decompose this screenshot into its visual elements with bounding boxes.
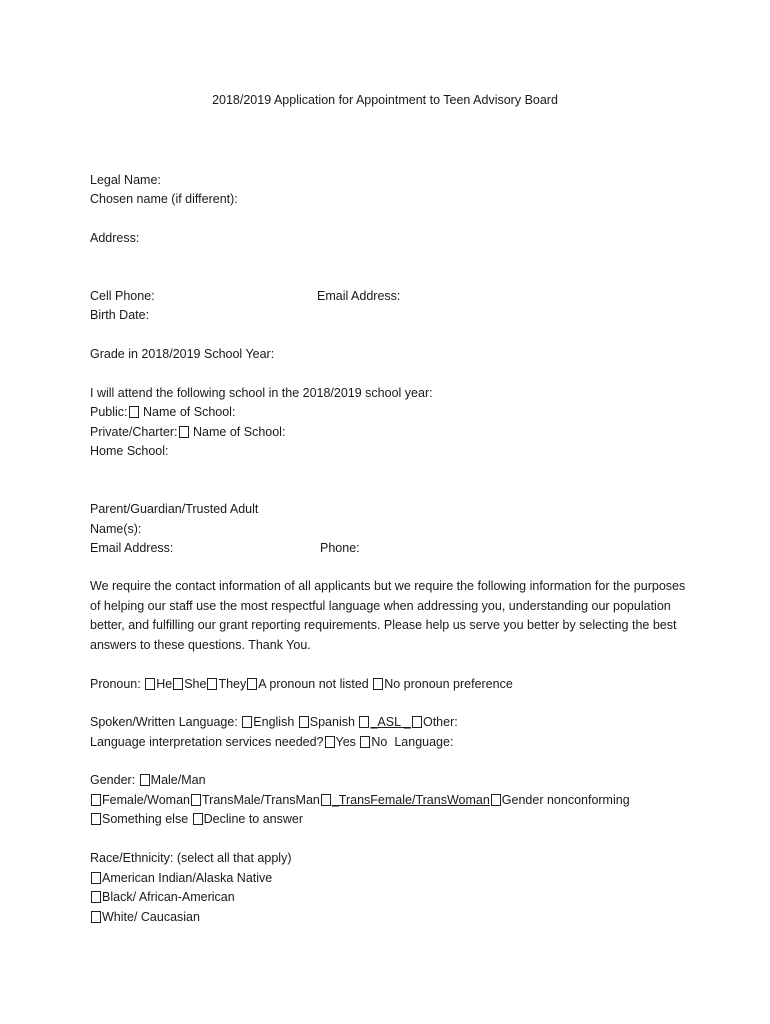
private-label: Private/Charter: — [90, 425, 178, 439]
birth-date-label: Birth Date: — [90, 308, 150, 322]
asl-checkbox[interactable] — [359, 716, 369, 728]
public-school-row — [90, 404, 235, 420]
legal-name-label: Legal Name: — [90, 173, 161, 187]
public-checkbox[interactable] — [129, 406, 139, 418]
race-option-row — [90, 870, 272, 886]
info-paragraph: We require the contact information of all applicants but we require the following information for the purposes of helping our staff use the most respectful language when addressing you, understanding our population better, and fulfilling our grant reporting requirements. Please help us serve you better by selecting the best answers to these questions. Thank You. — [90, 579, 686, 652]
race-white-label: White/ Caucasian — [102, 910, 200, 924]
interpretation-label: Language interpretation services needed? — [90, 735, 324, 749]
race-american-indian-label: American Indian/Alaska Native — [102, 871, 273, 885]
public-label: Public: — [90, 405, 128, 419]
pronoun-not-listed-checkbox[interactable] — [247, 678, 257, 690]
pronoun-she-checkbox[interactable] — [173, 678, 183, 690]
pronoun-he-label: He — [156, 677, 173, 691]
address-label: Address: — [90, 231, 140, 245]
private-checkbox[interactable] — [179, 426, 189, 438]
pronoun-she-label: She — [184, 677, 207, 691]
spanish-label: Spanish — [309, 715, 355, 729]
pronoun-not-listed-label: A pronoun not listed — [258, 677, 369, 691]
email-address-label: Email Address: — [317, 289, 401, 303]
race-black-checkbox[interactable] — [91, 891, 101, 903]
gender-female-checkbox[interactable] — [91, 794, 101, 806]
gender-decline-label: Decline to answer — [203, 812, 304, 826]
race-white-checkbox[interactable] — [91, 911, 101, 923]
gender-something-else-checkbox[interactable] — [91, 813, 101, 825]
english-checkbox[interactable] — [242, 716, 252, 728]
gender-male-checkbox[interactable] — [140, 774, 150, 786]
chosen-name-label: Chosen name (if different): — [90, 192, 238, 206]
guardian-names-label: Name(s): — [90, 522, 142, 536]
language-row — [90, 714, 458, 730]
cell-phone-label: Cell Phone: — [90, 289, 155, 303]
interpretation-yes-checkbox[interactable] — [325, 736, 335, 748]
private-school-row — [90, 424, 285, 440]
race-option-row — [90, 889, 235, 905]
interpretation-language-label: Language: — [394, 735, 454, 749]
gender-label: Gender: — [90, 773, 136, 787]
gender-row-3 — [90, 811, 303, 827]
race-option-row — [90, 909, 200, 925]
gender-female-label: Female/Woman — [102, 793, 190, 807]
gender-nonconforming-label: Gender nonconforming — [501, 793, 630, 807]
interpretation-row — [90, 734, 453, 750]
spanish-checkbox[interactable] — [299, 716, 309, 728]
gender-row-2 — [90, 792, 630, 808]
public-school-name-label: Name of School: — [143, 405, 236, 419]
race-label: Race/Ethnicity: (select all that apply) — [90, 851, 292, 865]
english-label: English — [253, 715, 295, 729]
interpretation-no-checkbox[interactable] — [360, 736, 370, 748]
gender-transmale-checkbox[interactable] — [191, 794, 201, 806]
race-american-indian-checkbox[interactable] — [91, 872, 101, 884]
home-school-label: Home School: — [90, 444, 169, 458]
private-school-name-label: Name of School: — [193, 425, 286, 439]
gender-transfemale-label: _TransFemale/TransWoman — [331, 793, 490, 807]
gender-decline-checkbox[interactable] — [193, 813, 203, 825]
document-title: 2018/2019 Application for Appointment to Teen Advisory Board — [212, 93, 558, 107]
no-pronoun-preference-checkbox[interactable] — [373, 678, 383, 690]
pronoun-they-label: They — [218, 677, 247, 691]
no-pronoun-preference-label: No pronoun preference — [384, 677, 513, 691]
gender-something-else-label: Something else — [102, 812, 189, 826]
guardian-email-label: Email Address: — [90, 541, 174, 555]
pronoun-row — [90, 676, 513, 692]
interpretation-no-label: No — [371, 735, 388, 749]
pronoun-he-checkbox[interactable] — [145, 678, 155, 690]
interpretation-yes-label: Yes — [335, 735, 356, 749]
guardian-title: Parent/Guardian/Trusted Adult — [90, 502, 259, 516]
pronoun-they-checkbox[interactable] — [207, 678, 217, 690]
gender-transmale-label: TransMale/TransMan — [202, 793, 320, 807]
gender-male-label: Male/Man — [150, 773, 206, 787]
asl-label: _ASL _ — [370, 715, 411, 729]
other-language-label: Other: — [422, 715, 458, 729]
school-intro: I will attend the following school in the 2018/2019 school year: — [90, 386, 433, 400]
pronoun-label: Pronoun: — [90, 677, 141, 691]
race-black-label: Black/ African-American — [102, 890, 235, 904]
grade-label: Grade in 2018/2019 School Year: — [90, 347, 275, 361]
gender-row — [90, 772, 206, 788]
guardian-phone-label: Phone: — [320, 541, 360, 555]
gender-transfemale-checkbox[interactable] — [321, 794, 331, 806]
other-language-checkbox[interactable] — [412, 716, 422, 728]
language-label: Spoken/Written Language: — [90, 715, 238, 729]
gender-nonconforming-checkbox[interactable] — [491, 794, 501, 806]
